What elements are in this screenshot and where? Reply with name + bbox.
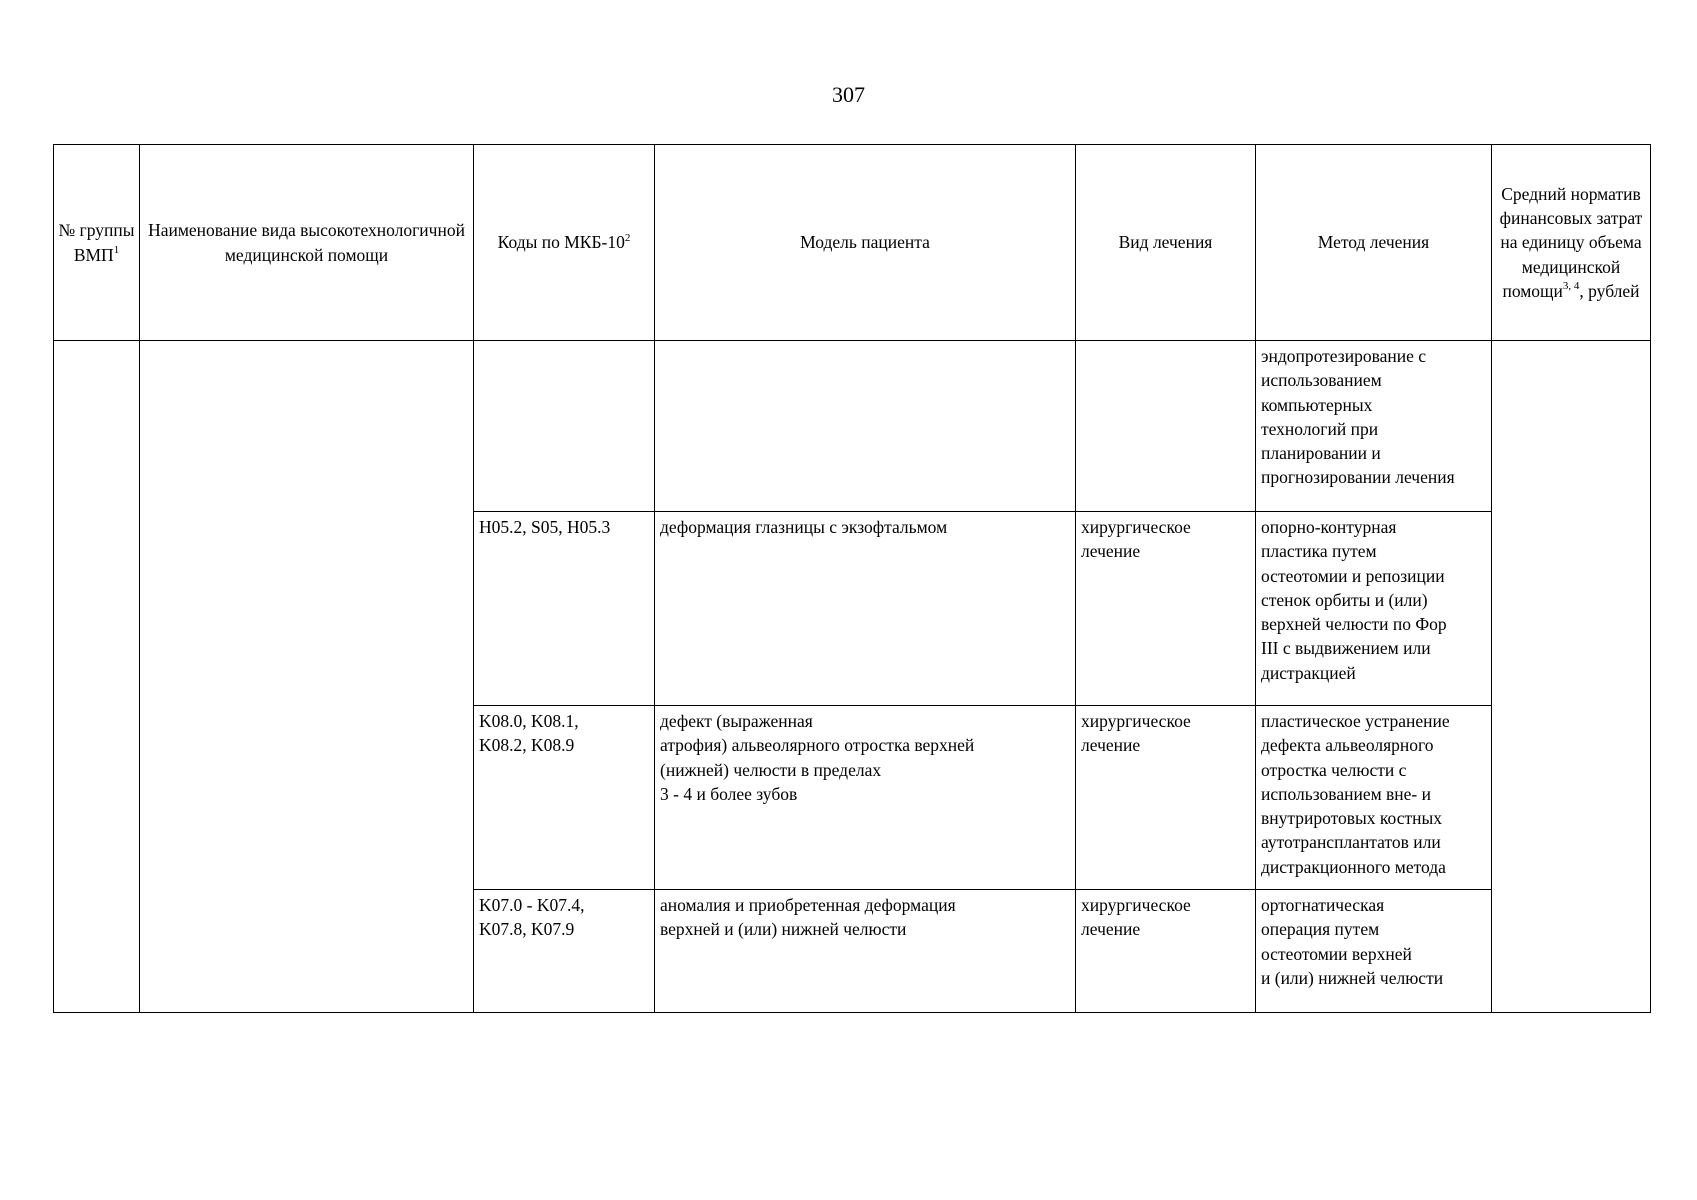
patient-model-cell: деформация глазницы с экзофтальмом bbox=[655, 512, 1076, 706]
header-treatment-method-label: Метод лечения bbox=[1317, 232, 1430, 253]
header-codes-label: Коды по МКБ-10 bbox=[497, 232, 625, 253]
treatment-type-cell: хирургическое лечение bbox=[1076, 706, 1256, 890]
header-cost-label: Средний норматив финансовых затрат на единицу объема медицинской помощи bbox=[1499, 183, 1643, 301]
name-cell bbox=[140, 341, 474, 1013]
header-codes bbox=[474, 145, 655, 341]
treatment-type-cell: хирургическое лечение bbox=[1076, 512, 1256, 706]
patient-model-cell: аномалия и приобретенная деформация верхней и (или) нижней челюсти bbox=[655, 890, 1076, 1013]
table-row bbox=[54, 341, 1651, 512]
group-no-cell bbox=[54, 341, 140, 1013]
header-patient-model bbox=[655, 145, 1076, 341]
patient-model-cell bbox=[655, 341, 1076, 512]
header-treatment-type bbox=[1076, 145, 1256, 341]
page-number: 307 bbox=[832, 82, 865, 107]
table-header-row bbox=[54, 145, 1651, 341]
vmp-table bbox=[53, 144, 1651, 1013]
treatment-method-cell: эндопротезирование с использованием компьютерных технологий при планировании и прогнозировании лечения bbox=[1256, 341, 1492, 512]
header-group-no bbox=[54, 145, 140, 341]
codes-cell bbox=[474, 341, 655, 512]
treatment-type-cell: хирургическое лечение bbox=[1076, 890, 1256, 1013]
header-treatment-method bbox=[1256, 145, 1492, 341]
footnote-1-mark: 1 bbox=[113, 243, 120, 256]
treatment-method-cell: пластическое устранение дефекта альвеолярного отростка челюсти с использованием вне- и внутриротовых костных аутотрансплантатов или дистракционного метода bbox=[1256, 706, 1492, 890]
treatment-type-cell bbox=[1076, 341, 1256, 512]
header-cost bbox=[1492, 145, 1651, 341]
header-name bbox=[140, 145, 474, 341]
treatment-method-cell: ортогнатическая операция путем остеотомии верхней и (или) нижней челюсти bbox=[1256, 890, 1492, 1013]
header-cost-unit: , рублей bbox=[1579, 280, 1640, 301]
header-group-no-label: № группы ВМП bbox=[58, 220, 135, 265]
cost-cell bbox=[1492, 341, 1651, 1013]
header-treatment-type-label: Вид лечения bbox=[1118, 232, 1213, 253]
footnote-2-mark: 2 bbox=[624, 231, 631, 244]
codes-cell: K08.0, K08.1, K08.2, K08.9 bbox=[474, 706, 655, 890]
codes-cell: K07.0 - K07.4, K07.8, K07.9 bbox=[474, 890, 655, 1013]
patient-model-cell: дефект (выраженная атрофия) альвеолярного отростка верхней (нижней) челюсти в пределах 3 - 4 и более зубов bbox=[655, 706, 1076, 890]
codes-cell: H05.2, S05, H05.3 bbox=[474, 512, 655, 706]
header-patient-model-label: Модель пациента bbox=[800, 232, 930, 253]
header-name-label: Наименование вида высокотехнологичной медицинской помощи bbox=[148, 220, 465, 265]
treatment-method-cell: опорно-контурная пластика путем остеотомии и репозиции стенок орбиты и (или) верхней челюсти по Фор III с выдвижением или дистракцией bbox=[1256, 512, 1492, 706]
footnote-3-4-mark: 3, 4 bbox=[1562, 280, 1580, 293]
